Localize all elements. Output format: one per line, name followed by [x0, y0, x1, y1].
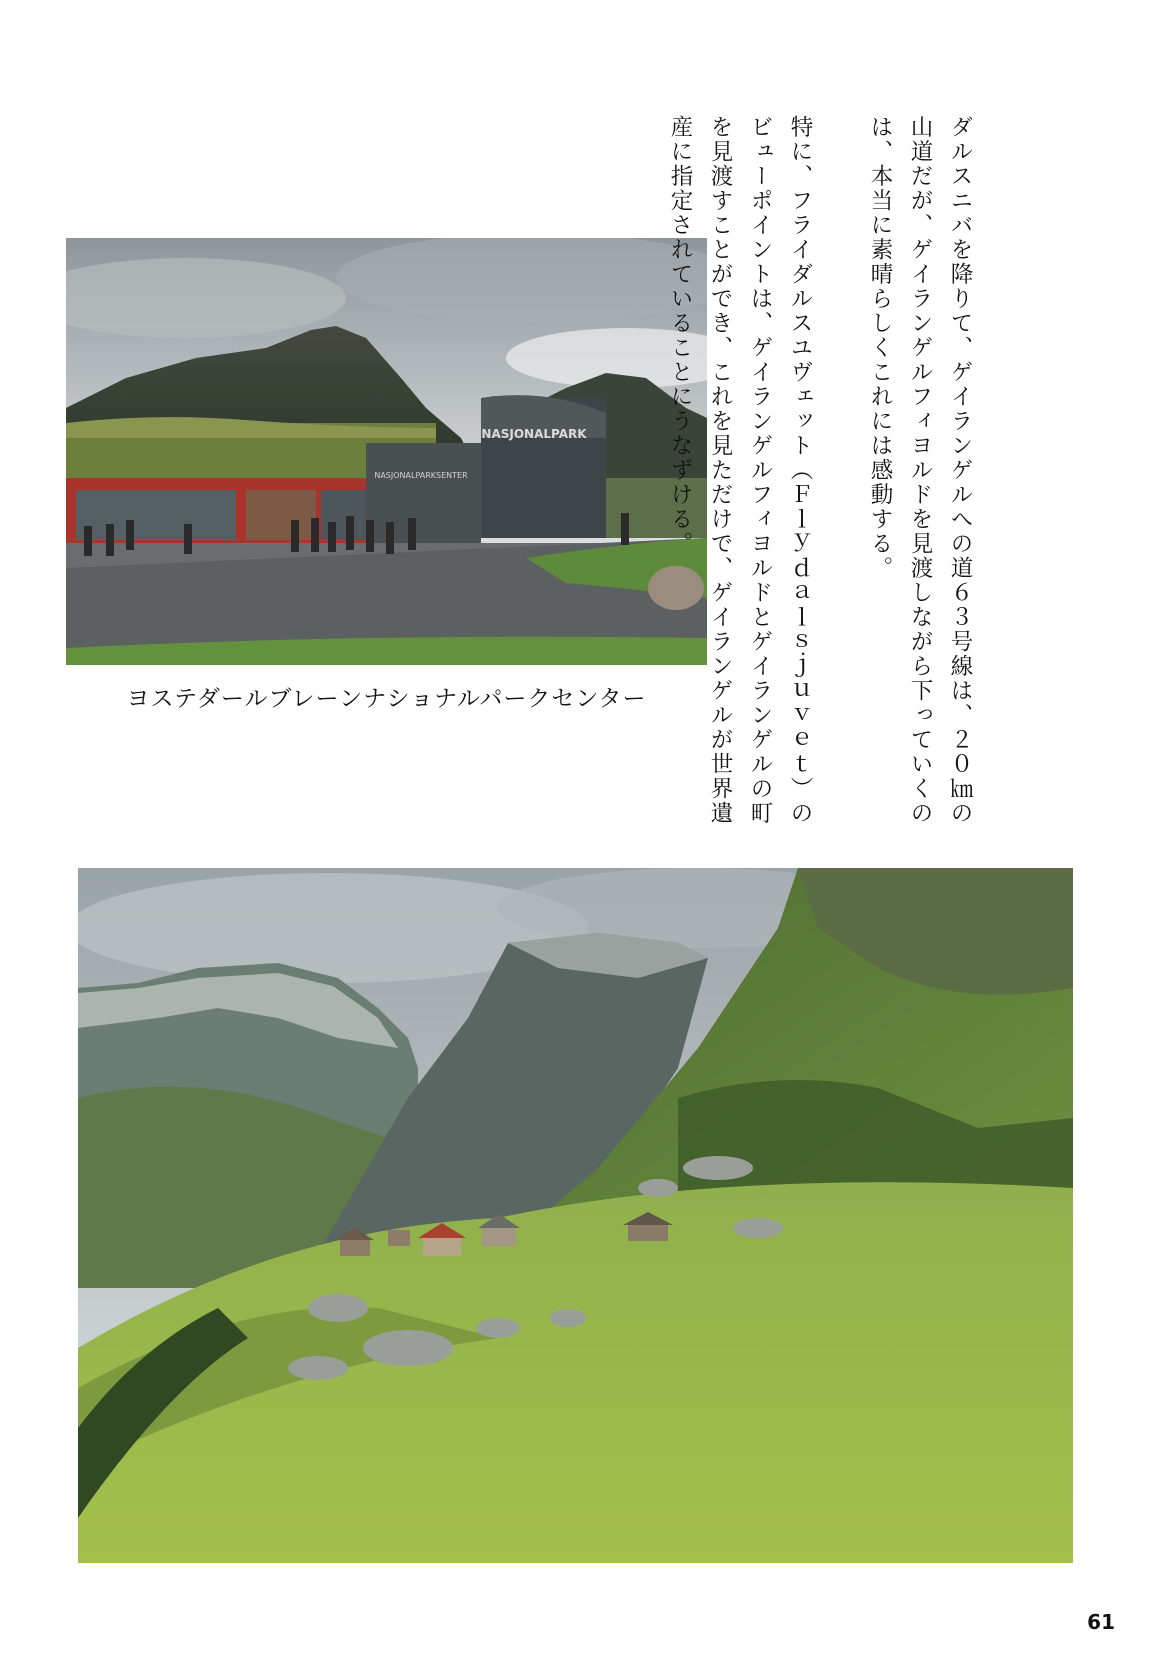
page-number: 61 — [1087, 1610, 1115, 1634]
mountain-valley-image — [78, 868, 1073, 1563]
body-text — [667, 115, 1020, 835]
building-sign-small: NASJONALPARKSENTER — [374, 471, 468, 480]
national-park-center-image — [66, 238, 707, 665]
mountain-valley-photo — [78, 868, 1073, 1563]
photo-caption: ヨステダールブレーンナショナルパークセンター — [126, 686, 647, 712]
paragraph-1: ダルスニバを降りて、ゲイランゲルへの道６３号線は、２０㎞の山道だが、ゲイランゲルフィヨルドを見渡しながら下っていくのは、本当に素晴らしくこれには感動する。 — [867, 115, 973, 826]
building-sign: NASJONALPARK — [481, 427, 587, 441]
paragraph-2: 特に、フライダルスユヴェット（Ｆｌｙｄａｌｓｊｕｖｅｔ）のビューポイントは、ゲイランゲルフィヨルドとゲイランゲルの町を見渡すことができ、これを見ただけで、ゲイランゲルが世界遺産に指定されていることにうなずける。 — [667, 115, 813, 826]
national-park-center-photo — [66, 238, 707, 665]
